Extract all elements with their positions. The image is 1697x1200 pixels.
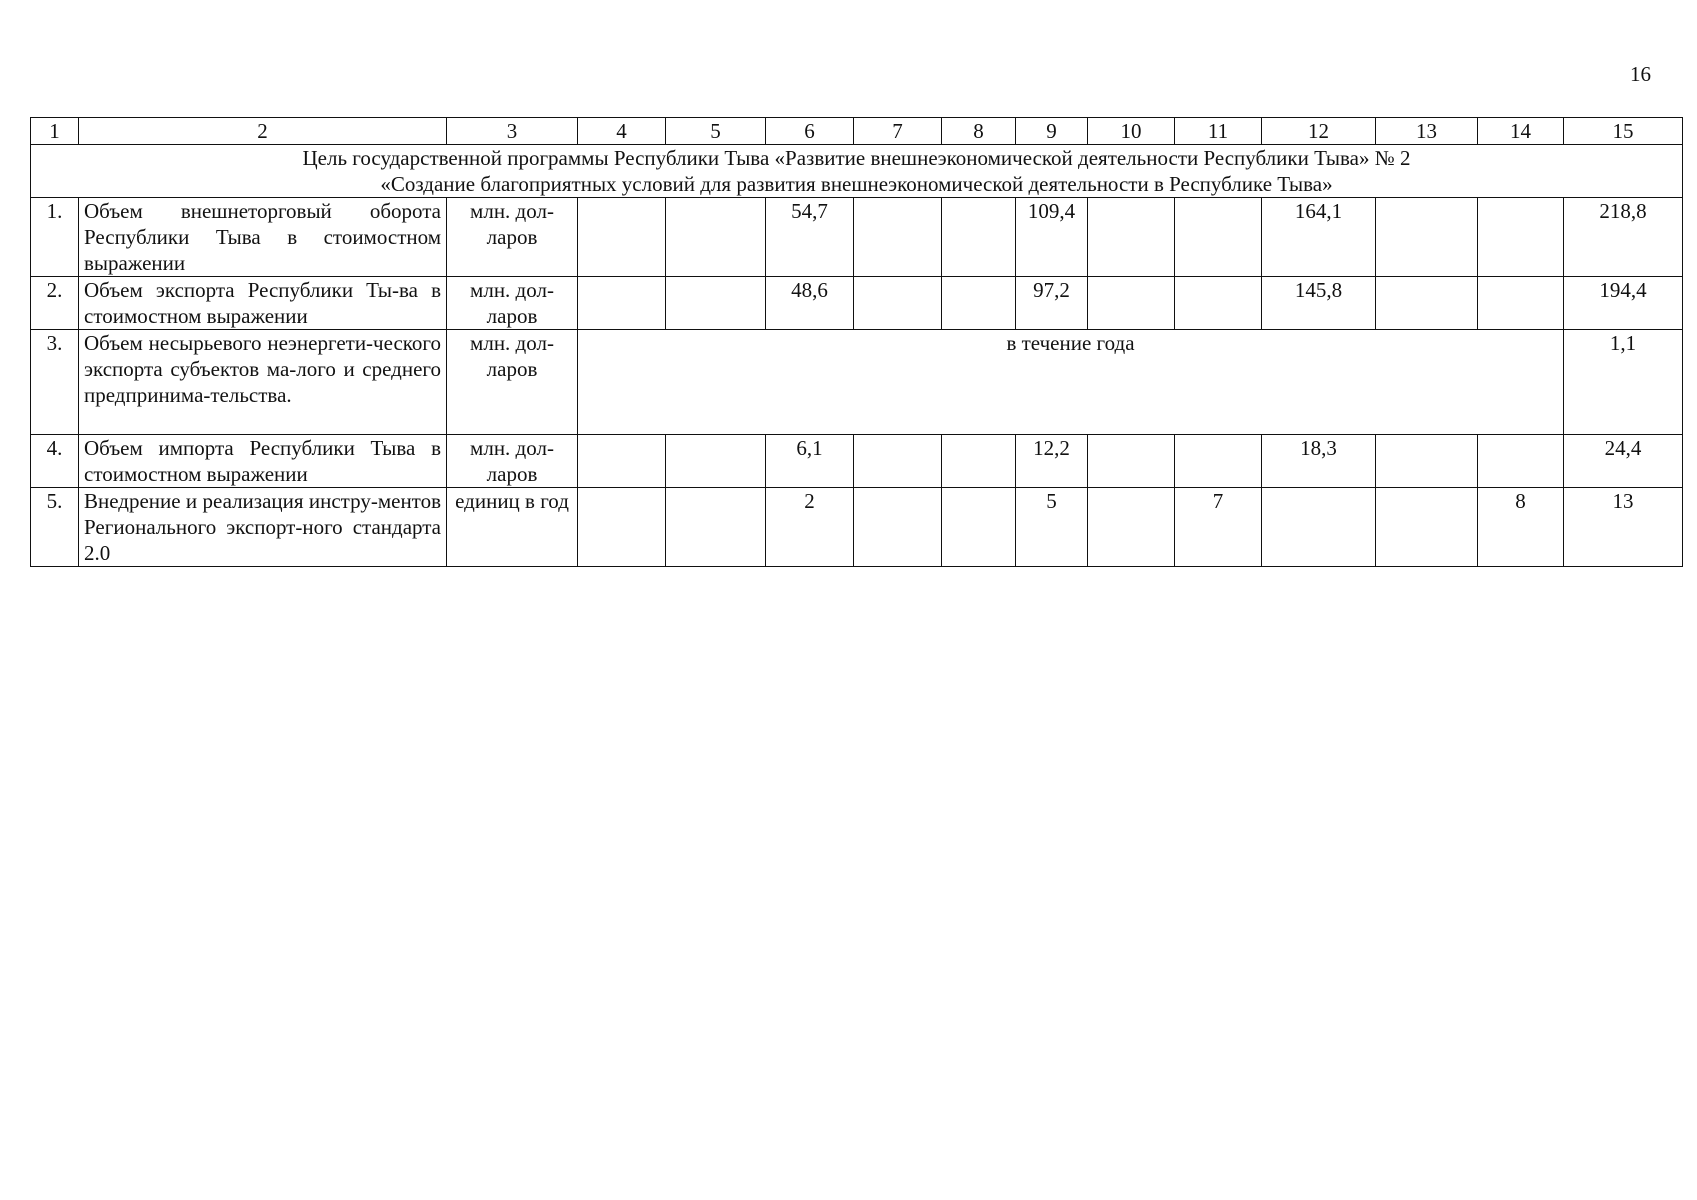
value-cell	[666, 198, 766, 277]
goal-line-2: «Создание благоприятных условий для развития внешнеэкономической деятельности в Республике Тыва»	[380, 172, 1333, 196]
table-row	[31, 330, 1683, 435]
header-cell: 10	[1088, 118, 1175, 145]
value-cell	[666, 488, 766, 567]
value-cell: 48,6	[766, 277, 854, 330]
value-cell	[854, 488, 942, 567]
value-cell	[1478, 277, 1564, 330]
value-cell: 109,4	[1016, 198, 1088, 277]
value-cell: 8	[1478, 488, 1564, 567]
value-cell	[854, 277, 942, 330]
indicators-table	[30, 117, 1683, 567]
header-cell: 13	[1376, 118, 1478, 145]
value-cell	[1175, 277, 1262, 330]
value-cell	[854, 435, 942, 488]
table-row	[31, 277, 1683, 330]
indicator-name: Объем внешнеторговый оборота Республики Тыва в стоимостном выражении	[79, 198, 447, 277]
value-cell	[1175, 198, 1262, 277]
header-cell: 15	[1564, 118, 1683, 145]
header-cell: 4	[578, 118, 666, 145]
indicator-name: Внедрение и реализация инстру-ментов Регионального экспорт-ного стандарта 2.0	[79, 488, 447, 567]
indicator-name: Объем экспорта Республики Ты-ва в стоимостном выражении	[79, 277, 447, 330]
value-cell: 145,8	[1262, 277, 1376, 330]
row-number: 3.	[31, 330, 79, 435]
header-cell: 2	[79, 118, 447, 145]
page-number: 16	[1630, 62, 1651, 86]
unit-cell: единиц в год	[447, 488, 578, 567]
value-cell	[666, 277, 766, 330]
value-cell	[1175, 435, 1262, 488]
goal-row	[31, 145, 1683, 198]
table-row	[31, 198, 1683, 277]
unit-cell: млн. дол-ларов	[447, 435, 578, 488]
header-cell: 9	[1016, 118, 1088, 145]
unit-cell: млн. дол-ларов	[447, 198, 578, 277]
period-span-cell: в течение года	[578, 330, 1564, 435]
value-cell	[578, 277, 666, 330]
value-cell	[1088, 488, 1175, 567]
header-row	[31, 118, 1683, 145]
header-cell: 5	[666, 118, 766, 145]
row-number: 5.	[31, 488, 79, 567]
value-cell	[1478, 198, 1564, 277]
value-cell: 2	[766, 488, 854, 567]
header-cell: 7	[854, 118, 942, 145]
value-cell	[1376, 488, 1478, 567]
value-cell: 54,7	[766, 198, 854, 277]
header-cell: 12	[1262, 118, 1376, 145]
value-cell	[666, 435, 766, 488]
header-cell: 11	[1175, 118, 1262, 145]
header-cell: 14	[1478, 118, 1564, 145]
value-cell	[578, 488, 666, 567]
unit-cell: млн. дол-ларов	[447, 330, 578, 435]
row-number: 4.	[31, 435, 79, 488]
value-cell	[942, 277, 1016, 330]
table-row	[31, 488, 1683, 567]
value-cell	[1376, 435, 1478, 488]
indicator-name: Объем несырьевого неэнергети-ческого экспорта субъектов ма-лого и среднего предпринима-тельства.	[79, 330, 447, 435]
value-cell: 194,4	[1564, 277, 1683, 330]
value-cell	[1262, 488, 1376, 567]
value-cell: 164,1	[1262, 198, 1376, 277]
value-cell	[578, 198, 666, 277]
table-row	[31, 435, 1683, 488]
value-cell: 13	[1564, 488, 1683, 567]
row-number: 2.	[31, 277, 79, 330]
value-cell: 5	[1016, 488, 1088, 567]
value-cell	[1088, 198, 1175, 277]
value-cell: 1,1	[1564, 330, 1683, 435]
indicator-name: Объем импорта Республики Тыва в стоимостном выражении	[79, 435, 447, 488]
value-cell	[1088, 435, 1175, 488]
value-cell	[942, 198, 1016, 277]
value-cell: 97,2	[1016, 277, 1088, 330]
header-cell: 8	[942, 118, 1016, 145]
value-cell	[1088, 277, 1175, 330]
header-cell: 6	[766, 118, 854, 145]
value-cell	[1376, 277, 1478, 330]
goal-line-1: Цель государственной программы Республики Тыва «Развитие внешнеэкономической деятельности Республики Тыва» № 2	[302, 146, 1411, 170]
value-cell: 12,2	[1016, 435, 1088, 488]
header-cell: 1	[31, 118, 79, 145]
value-cell: 218,8	[1564, 198, 1683, 277]
header-cell: 3	[447, 118, 578, 145]
row-number: 1.	[31, 198, 79, 277]
goal-cell	[31, 145, 1683, 198]
value-cell: 24,4	[1564, 435, 1683, 488]
value-cell	[578, 435, 666, 488]
value-cell: 6,1	[766, 435, 854, 488]
value-cell	[1376, 198, 1478, 277]
value-cell: 18,3	[1262, 435, 1376, 488]
value-cell	[942, 435, 1016, 488]
value-cell	[942, 488, 1016, 567]
unit-cell: млн. дол-ларов	[447, 277, 578, 330]
value-cell	[854, 198, 942, 277]
value-cell	[1478, 435, 1564, 488]
value-cell: 7	[1175, 488, 1262, 567]
